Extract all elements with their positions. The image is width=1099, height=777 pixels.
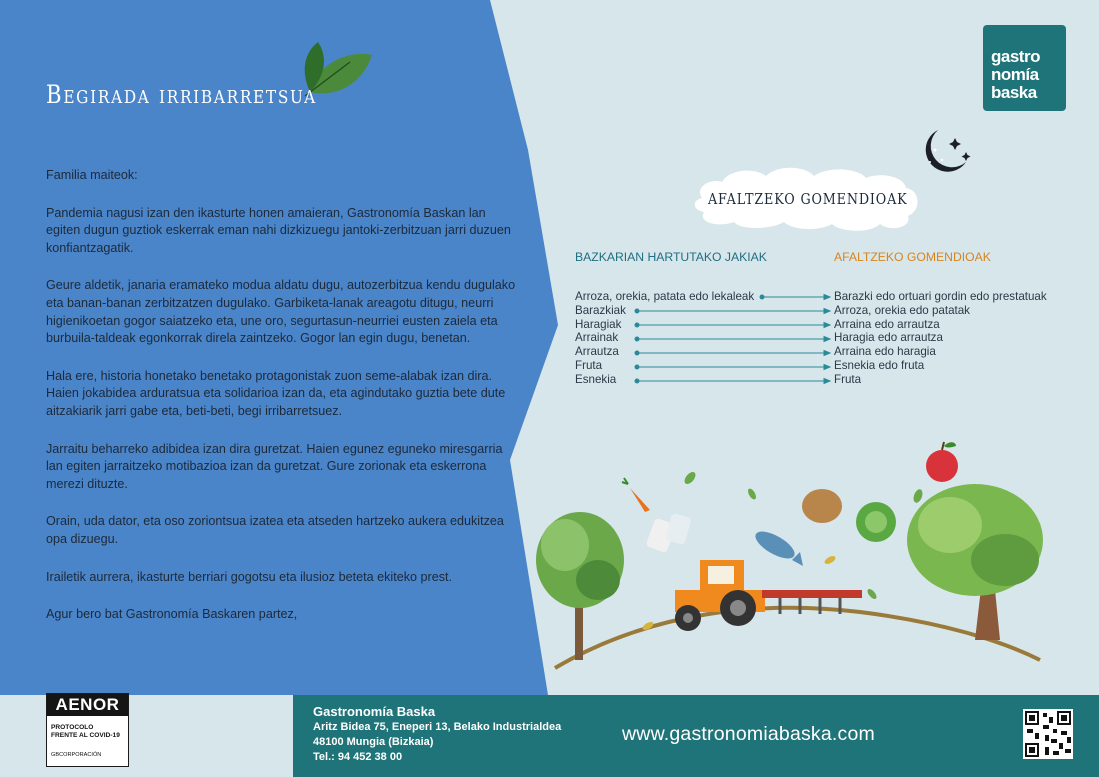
dinner-item: Arraina edo arrautza <box>834 317 940 331</box>
logo-line: baska <box>991 83 1037 102</box>
letter-paragraph: Irailetik aurrera, ikasturte berriari gogotsu eta ilusioz beteta ekiteko prest. <box>46 569 452 584</box>
letter-greeting: Familia maiteok: <box>46 168 138 182</box>
qr-code-icon <box>1023 709 1073 759</box>
logo-line: gastro <box>991 47 1040 66</box>
dinner-cloud-title: AFALTZEKO GOMENDIOAK <box>708 190 908 208</box>
letter-closing: Agur bero bat Gastronomía Baskaren partez, <box>46 607 298 622</box>
potato-icon <box>802 489 842 523</box>
logo-line: nomía <box>991 65 1039 84</box>
dinner-item: Arraina edo haragia <box>834 345 936 359</box>
page-title: Begirada irribarretsua <box>46 80 317 109</box>
letter-body <box>46 167 516 644</box>
aenor-line: PROTOCOLO <box>51 724 94 731</box>
dinner-item: Esnekia edo fruta <box>834 358 925 372</box>
letter-paragraph: Orain, uda dator, eta oso zoriontsua izatea eta atseden hartzeko aukera edukitzea opa dizuegu. <box>46 514 504 546</box>
website-link[interactable]: www.gastronomiabaska.com <box>622 723 875 745</box>
lunch-item: Arrautza <box>575 345 619 359</box>
lunch-item: Fruta <box>575 358 603 372</box>
letter-paragraph: Pandemia nagusi izan den ikasturte honen amaieran, Gastronomía Baskan lan egiten dugun guztiok eskerrak eman nahi dizkizuegu jantoki-zerbitzuan jarri duzuen konfiantzagatik. <box>46 205 511 255</box>
dinner-column-header: AFALTZEKO GOMENDIOAK <box>834 250 991 264</box>
phone-number: Tel.: 94 452 38 00 <box>313 751 403 763</box>
letter-paragraph: Geure aldetik, janaria eramateko modua aldatu dugu, autozerbitzua kendu dugulako eta banan-banan zerbitzatzen dugulako. Garbiketa-lanak areagotu ditugu, neurri higienikoetan gogor saiatzeko eta, une oro, segurtasun-neurriei eusten zaiela eta burbuila-taldeak egonkorrak direla zaintzeko. Gogor lan egin dugu, benetan. <box>46 278 516 346</box>
dinner-item: Barazki edo ortuari gordin edo prestatuak <box>834 290 1047 303</box>
address-line: 48100 Mungia (Bizkaia) <box>313 736 434 748</box>
address-line: Aritz Bidea 75, Eneperi 13, Belako Industrialdea <box>313 721 562 733</box>
lunch-item: Esnekia <box>575 372 617 386</box>
lunch-item: Barazkiak <box>575 303 626 317</box>
lunch-foods-list <box>575 290 754 387</box>
dinner-item: Arroza, orekia edo patatak <box>834 303 970 317</box>
aenor-line: GBCORPORACIÓN <box>51 752 102 758</box>
letter-paragraph: Jarraitu beharreko adibidea izan dira guretzat. Haien egunez eguneko miresgarria lan egiten jarraitzeko motibazioa izan da guretzat. Gure zorionak eta eskerrona merezi dituzte. <box>46 441 503 491</box>
lunch-item: Haragiak <box>575 317 622 331</box>
lunch-item: Arroza, orekia, patata edo lekaleak <box>575 290 755 303</box>
company-name: Gastronomía Baska <box>313 704 436 719</box>
aenor-brand: AENOR <box>47 694 128 716</box>
aenor-badge <box>46 693 129 767</box>
lunch-column-header: BAZKARIAN HARTUTAKO JAKIAK <box>575 250 767 264</box>
aenor-line: FRENTE AL COVID-19 <box>51 732 120 739</box>
letter-paragraph: Hala ere, historia honetako benetako protagonistak zuon seme-alabak izan dira. Haien jokabidea arduratsua eta solidarioa izan da, eta agindutako guztia bete dute aitzakiarik jarri gabe eta, beti-beti, begi irribarretsuez. <box>46 368 506 418</box>
cabbage-icon <box>856 502 896 542</box>
dinner-item: Haragia edo arrautza <box>834 331 943 345</box>
dinner-item: Fruta <box>834 372 862 386</box>
brand-logo <box>983 25 1066 111</box>
dinner-recommendations-list <box>834 290 1047 387</box>
lunch-item: Arrainak <box>575 331 619 345</box>
company-address <box>313 704 561 765</box>
